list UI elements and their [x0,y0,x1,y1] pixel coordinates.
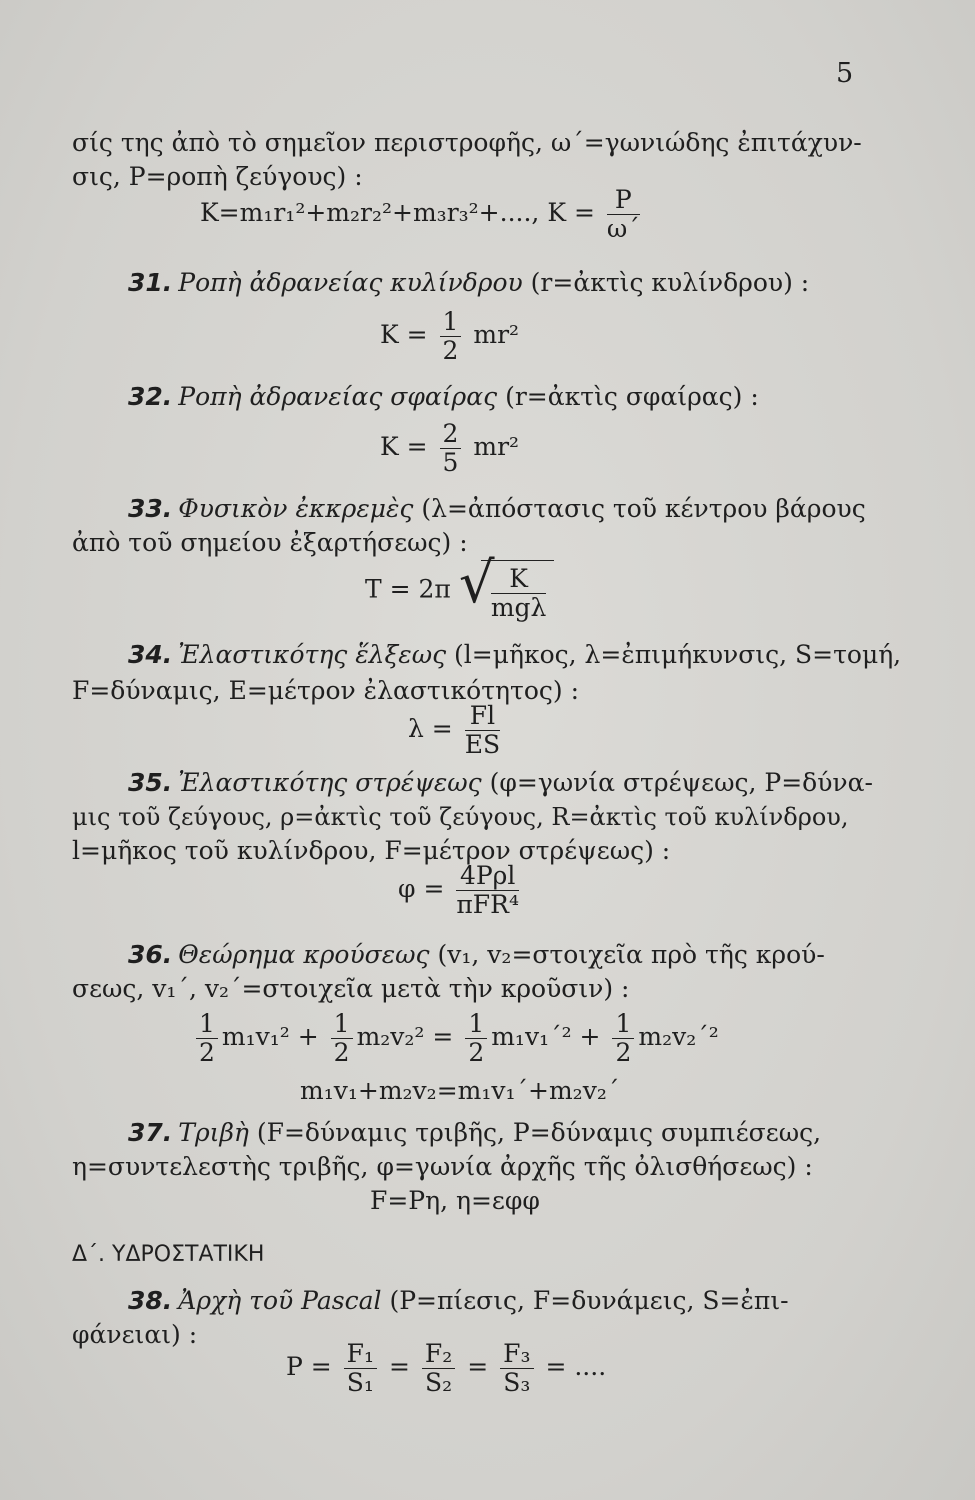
item-36-momentum-equation: m₁v₁+m₂v₂=m₁v₁΄+m₂v₂΄ [300,1076,620,1105]
denominator: ES [464,730,501,759]
eq-lhs: φ = [398,874,445,903]
equals-sign: = [467,1352,489,1381]
eq-lhs: T = 2π [365,574,451,604]
denominator: πFR⁴ [456,890,519,919]
denominator: 2 [442,336,459,365]
item-number: 33. [128,494,173,523]
item-number: 31. [128,268,173,297]
fraction [500,1340,533,1397]
numerator: K [491,565,547,594]
term: m₁v₁² + [221,1022,319,1051]
fraction [344,1340,377,1397]
eq-lhs: P = [286,1352,332,1381]
item-title: Τριβὴ [178,1118,249,1147]
numerator: 1 [331,1010,353,1039]
fraction [612,1010,634,1067]
denominator: S₂ [425,1368,453,1397]
square-root [458,551,555,622]
intro-line-1: σίς της ἀπὸ τὸ σημεῖον περιστροφῆς, ω΄=γωνιώδης ἐπιτάχυν- [72,128,862,157]
item-number: 34. [128,640,173,669]
item-33-line-2: ἀπὸ τοῦ σημείου ἐξαρτήσεως) : [72,528,468,557]
numerator: 1 [612,1010,634,1039]
item-35-line-2: μις τοῦ ζεύγους, ρ=ἀκτὶς τοῦ ζεύγους, R=ἀκτὶς τοῦ κυλίνδρου, [72,803,849,831]
item-35-line-3: l=μῆκος τοῦ κυλίνδρου, F=μέτρον στρέψεως) : [72,836,671,865]
numerator: 1 [465,1010,487,1039]
numerator: F₂ [422,1340,455,1369]
numerator: 2 [440,420,462,449]
numerator: F₁ [344,1340,377,1369]
item-38-equation [286,1340,606,1397]
denominator: ω΄ [606,214,640,243]
item-34-equation [408,702,504,759]
denominator: 2 [615,1038,632,1067]
item-desc: (P=πίεσις, F=δυνάμεις, S=ἐπι- [389,1286,789,1315]
fraction [465,702,500,759]
fraction [422,1340,455,1397]
eq-rhs: mr² [473,320,520,349]
denominator: 2 [468,1038,485,1067]
denominator: S₃ [503,1368,531,1397]
item-title: Ροπὴ ἀδρανείας κυλίνδρου [178,268,523,297]
item-desc: (λ=ἀπόστασις τοῦ κέντρου βάρους [421,494,866,523]
denominator: 2 [333,1038,350,1067]
item-36-energy-equation [192,1010,719,1067]
numerator: Fl [465,702,500,731]
item-title: Ροπὴ ἀδρανείας σφαίρας [178,382,498,411]
eq-tail: = .... [545,1352,607,1381]
moment-of-inertia-equation [200,186,644,243]
item-35-equation [398,862,523,919]
item-desc: (φ=γωνία στρέψεως, P=δύνα- [489,768,873,797]
equals-sign: = [389,1352,410,1381]
fraction [491,565,547,622]
item-title: Φυσικὸν ἐκκρεμὲς [178,494,414,523]
item-32-equation [380,420,519,477]
item-36-line-2: σεως, v₁΄, v₂΄=στοιχεῖα μετὰ τὴν κροῦσιν) : [72,974,630,1003]
eq-lhs: K = [380,432,428,461]
item-title: Ἀρχὴ τοῦ Pascal [178,1286,382,1315]
item-32-heading [128,382,759,412]
item-34-heading [128,640,901,670]
fraction [456,862,519,919]
term: m₂v₂² = [356,1022,454,1051]
item-33-heading [128,494,866,524]
item-desc: (l=μῆκος, λ=ἐπιμήκυνσις, S=τομή, [454,640,902,669]
item-number: 32. [128,382,173,411]
item-number: 37. [128,1118,173,1147]
fraction [465,1010,487,1067]
term: m₂v₂΄² [638,1022,719,1051]
item-title: Θεώρημα κρούσεως [178,940,430,969]
item-title: Ἐλαστικότης στρέψεως [178,768,482,797]
item-desc: (F=δύναμις τριβῆς, P=δύναμις συμπιέσεως, [256,1118,822,1147]
page-number: 5 [836,58,854,89]
fraction [196,1010,218,1067]
fraction [440,308,462,365]
item-37-line-2: η=συντελεστὴς τριβῆς, φ=γωνία ἀρχῆς τῆς ὀλισθήσεως) : [72,1152,813,1181]
denominator: mgλ [490,593,547,622]
numerator: P [607,186,640,215]
item-number: 35. [128,768,173,797]
numerator: 4Pρl [456,862,519,891]
item-number: 36. [128,940,173,969]
numerator: F₃ [500,1340,533,1369]
eq-lhs: K = [380,320,428,349]
item-38-heading [128,1286,789,1316]
item-desc: (v₁, v₂=στοιχεῖα πρὸ τῆς κρού- [437,940,825,969]
item-37-heading [128,1118,821,1148]
fraction [440,420,462,477]
item-36-heading [128,940,825,970]
eq-rhs: mr² [473,432,520,461]
item-31-equation [380,308,519,365]
item-37-equation: F=Pη, η=εφφ [370,1186,540,1215]
fraction [331,1010,353,1067]
item-desc: (r=ἀκτὶς κυλίνδρου) : [530,268,810,297]
item-desc: (r=ἀκτὶς σφαίρας) : [505,382,759,411]
denominator: S₁ [346,1368,374,1397]
numerator: 1 [196,1010,218,1039]
eq-left: K=m₁r₁²+m₂r₂²+m₃r₃²+...., K = [200,198,595,227]
eq-lhs: λ = [408,714,453,743]
fraction [607,186,640,243]
item-35-heading [128,768,873,798]
term: m₁v₁΄² + [491,1022,601,1051]
denominator: 5 [442,448,459,477]
item-title: Ἐλαστικότης ἕλξεως [178,640,447,669]
intro-line-2: σις, P=ροπὴ ζεύγους) : [72,162,363,191]
numerator: 1 [440,308,462,337]
radical-sign-icon: √ [458,551,495,616]
item-34-line-2: F=δύναμις, E=μέτρον ἐλαστικότητος) : [72,676,580,705]
item-31-heading [128,268,809,298]
item-number: 38. [128,1286,173,1315]
section-heading: Δ΄. ΥΔΡΟΣΤΑΤΙΚΗ [72,1242,265,1267]
denominator: 2 [199,1038,215,1067]
item-38-line-2: φάνειαι) : [72,1320,198,1349]
item-33-equation [365,551,554,622]
